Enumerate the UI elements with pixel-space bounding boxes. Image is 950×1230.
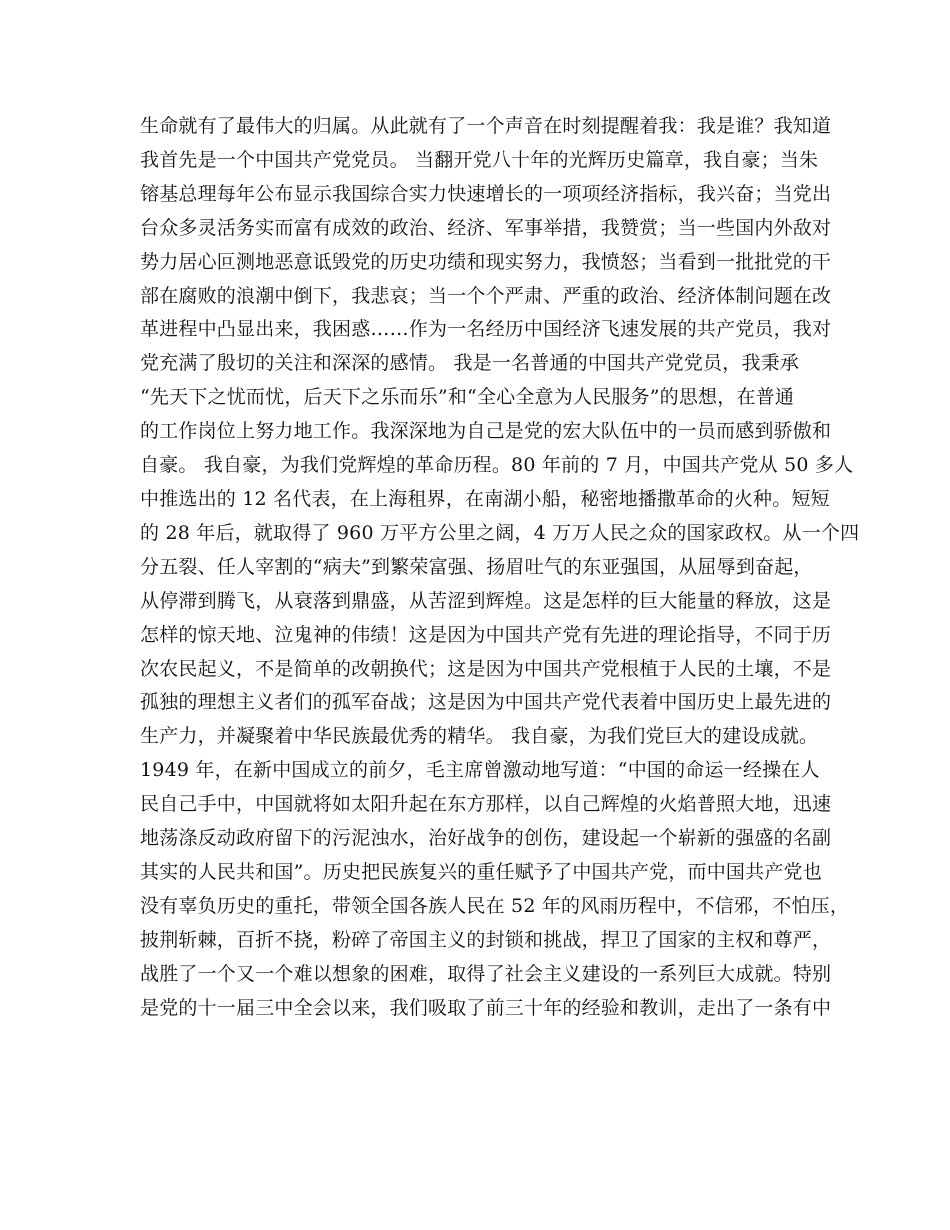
text-line: 革进程中凸显出来，我困惑……作为一名经历中国经济飞速发展的共产党员，我对: [140, 318, 832, 341]
text-line: 我首先是一个中国共产党党员。 当翻开党八十年的光辉历史篇章，我自豪；当朱: [140, 148, 819, 171]
text-line: “先天下之忧而忧，后天下之乐而乐”和“全心全意为人民服务”的思想，在普通: [140, 386, 795, 409]
text-line: 部在腐败的浪潮中倒下，我悲哀；当一个个严肃、严重的政治、经济体制问题在改: [140, 284, 832, 307]
text-line: 战胜了一个又一个难以想象的困难，取得了社会主义建设的一系列巨大成就。特别: [140, 962, 832, 985]
text-line: 生命就有了最伟大的归属。从此就有了一个声音在时刻提醒着我：我是谁？我知道: [140, 115, 832, 137]
text-line: 其实的人民共和国”。历史把民族复兴的重任赋予了中国共产党，而中国共产党也: [140, 860, 822, 883]
text-line: 孤独的理想主义者们的孤军奋战；这是因为中国共产党代表着中国历史上最先进的: [140, 691, 832, 714]
text-line: 地荡涤反动政府留下的污泥浊水，治好战争的创伤，建设起一个崭新的强盛的名副: [140, 827, 832, 850]
text-line: 的工作岗位上努力地工作。我深深地为自己是党的宏大队伍中的一员而感到骄傲和: [140, 420, 832, 443]
text-line: 生产力，并凝聚着中华民族最优秀的精华。 我自豪，为我们党巨大的建设成就。: [140, 725, 819, 748]
text-line: 镕基总理每年公布显示我国综合实力快速增长的一项项经济指标，我兴奋；当党出: [140, 182, 832, 205]
text-line: 是党的十一届三中全会以来，我们吸取了前三十年的经验和教训，走出了一条有中: [140, 996, 832, 1019]
text-line: 党充满了殷切的关注和深深的感情。 我是一名普通的中国共产党党员，我秉承: [140, 352, 800, 375]
text-line: 势力居心叵测地恶意诋毁党的历史功绩和现实努力，我愤怒；当看到一批批党的干: [140, 250, 832, 273]
text-line: 中推选出的 12 名代表，在上海租界，在南湖小船，秘密地播撒革命的火种。短短: [140, 487, 830, 510]
text-line: 分五裂、任人宰割的“病夫”到繁荣富强、扬眉吐气的东亚强国，从屈辱到奋起，: [140, 555, 813, 578]
text-line: 自豪。 我自豪，为我们党辉煌的革命历程。80 年前的 7 月，中国共产党从 50 多人: [140, 454, 854, 477]
text-line: 的 28 年后，就取得了 960 万平方公里之阔，4 万万人民之众的国家政权。从一个四: [140, 521, 860, 544]
text-line: 台众多灵活务实而富有成效的政治、经济、军事举措，我赞赏；当一些国内外敌对: [140, 216, 832, 239]
text-line: 1949 年，在新中国成立的前夕，毛主席曾激动地写道：“中国的命运一经操在人: [140, 759, 820, 782]
body-text: [140, 110, 860, 1025]
text-line: 从停滞到腾飞，从衰落到鼎盛，从苦涩到辉煌。这是怎样的巨大能量的释放，这是: [140, 589, 832, 612]
text-line: 没有辜负历史的重托，带领全国各族人民在 52 年的风雨历程中，不信邪，不怕压，: [140, 894, 850, 917]
text-line: 披荆斩棘，百折不挠，粉碎了帝国主义的封锁和挑战，捍卫了国家的主权和尊严，: [140, 928, 832, 951]
text-line: 怎样的惊天地、泣鬼神的伟绩！这是因为中国共产党有先进的理论指导，不同于历: [140, 623, 832, 646]
text-line: 次农民起义，不是简单的改朝换代；这是因为中国共产党根植于人民的土壤，不是: [140, 657, 832, 680]
text-line: 民自己手中，中国就将如太阳升起在东方那样，以自己辉煌的火焰普照大地，迅速: [140, 793, 832, 816]
